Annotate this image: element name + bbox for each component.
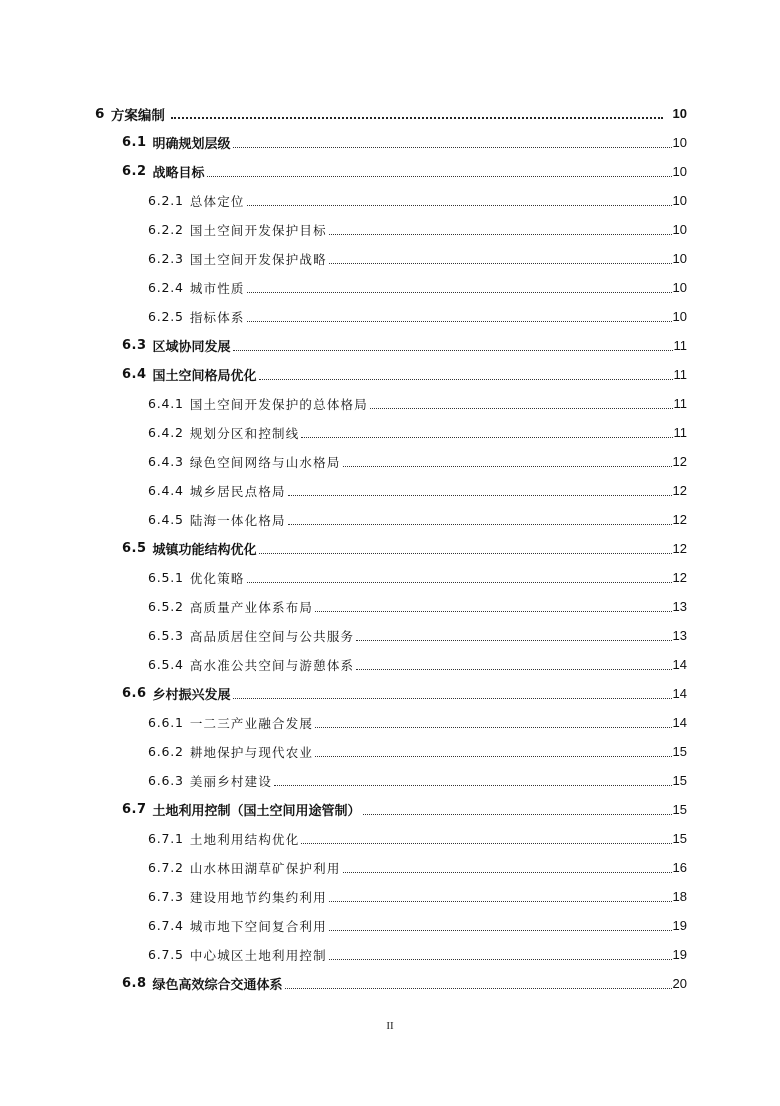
toc-entry-title: 明确规划层级 [152, 137, 231, 152]
dot-leader [233, 697, 672, 699]
toc-entry-title: 国土空间开发保护的总体格局 [189, 396, 368, 412]
toc-entry-6-2-4[interactable] [95, 273, 687, 302]
toc-entry-number: 6.7.2 [148, 860, 184, 875]
toc-entry-number: 6.2 [122, 164, 147, 179]
dot-leader [356, 668, 671, 670]
dot-leader [171, 116, 663, 119]
toc-entry-page: 10 [672, 280, 687, 295]
toc-entry-title: 国土空间开发保护战略 [189, 251, 327, 267]
toc-entry-number: 6.5.4 [148, 657, 184, 672]
toc-entry-6-7[interactable] [95, 795, 687, 824]
toc-entry-6-1[interactable] [95, 128, 687, 157]
toc-entry-page: 13 [672, 599, 687, 614]
toc-entry-page: 14 [672, 657, 687, 672]
toc-entry-number: 6.4.3 [148, 454, 184, 469]
toc-entry-number: 6.3 [122, 338, 147, 353]
toc-entry-6-2-5[interactable] [95, 302, 687, 331]
dot-leader [247, 581, 672, 583]
toc-entry-6-7-1[interactable] [95, 824, 687, 853]
toc-entry-number: 6.2.4 [148, 280, 184, 295]
toc-entry-number: 6 [95, 105, 105, 122]
dot-leader [301, 842, 671, 844]
dot-leader [329, 262, 672, 264]
table-of-contents [95, 99, 687, 998]
toc-entry-page: 12 [672, 512, 687, 527]
toc-entry-page: 10 [672, 309, 687, 324]
toc-entry-number: 6.4.1 [148, 396, 184, 411]
toc-entry-page: 10 [672, 193, 687, 208]
toc-entry-number: 6.5 [122, 541, 147, 556]
toc-entry-page: 12 [672, 541, 687, 556]
toc-entry-6[interactable] [95, 99, 687, 128]
toc-entry-6-4-5[interactable] [95, 505, 687, 534]
toc-entry-page: 11 [673, 338, 687, 353]
toc-entry-title: 方案编制 [110, 107, 165, 124]
toc-entry-number: 6.2.1 [148, 193, 184, 208]
toc-entry-number: 6.6.3 [148, 773, 184, 788]
toc-entry-page: 11 [673, 367, 687, 382]
toc-entry-page: 19 [672, 918, 687, 933]
toc-entry-6-5[interactable] [95, 534, 687, 563]
toc-entry-title: 陆海一体化格局 [189, 512, 286, 528]
toc-entry-6-6-2[interactable] [95, 737, 687, 766]
dot-leader [247, 204, 672, 206]
toc-entry-number: 6.8 [122, 976, 147, 991]
toc-entry-page: 11 [673, 425, 687, 440]
toc-entry-title: 高品质居住空间与公共服务 [189, 628, 355, 644]
toc-entry-title: 指标体系 [189, 309, 245, 325]
toc-entry-page: 15 [672, 802, 687, 817]
toc-entry-title: 土地利用结构优化 [189, 831, 300, 847]
toc-entry-page: 14 [672, 686, 687, 701]
toc-entry-6-2-2[interactable] [95, 215, 687, 244]
dot-leader [329, 929, 672, 931]
toc-entry-6-7-2[interactable] [95, 853, 687, 882]
toc-entry-page: 10 [672, 164, 687, 179]
toc-entry-page: 12 [672, 454, 687, 469]
toc-entry-6-4-4[interactable] [95, 476, 687, 505]
dot-leader [285, 987, 672, 989]
toc-entry-6-2[interactable] [95, 157, 687, 186]
toc-entry-page: 12 [672, 483, 687, 498]
toc-entry-6-6-1[interactable] [95, 708, 687, 737]
dot-leader [329, 958, 672, 960]
toc-entry-page: 13 [672, 628, 687, 643]
dot-leader [259, 552, 672, 554]
toc-entry-6-4-3[interactable] [95, 447, 687, 476]
toc-entry-number: 6.6 [122, 686, 147, 701]
toc-entry-number: 6.2.2 [148, 222, 184, 237]
toc-entry-title: 区域协同发展 [152, 340, 231, 355]
toc-entry-title: 一二三产业融合发展 [189, 715, 314, 731]
toc-entry-6-3[interactable] [95, 331, 687, 360]
dot-leader [343, 871, 672, 873]
toc-entry-number: 6.4.4 [148, 483, 184, 498]
toc-entry-title: 城镇功能结构优化 [152, 543, 257, 558]
toc-entry-title: 国土空间格局优化 [152, 369, 257, 384]
toc-entry-title: 总体定位 [189, 193, 245, 209]
toc-entry-title: 山水林田湖草矿保护利用 [189, 860, 341, 876]
toc-entry-6-4-2[interactable] [95, 418, 687, 447]
toc-entry-6-6-3[interactable] [95, 766, 687, 795]
toc-entry-title: 土地利用控制（国土空间用途管制） [152, 804, 361, 819]
toc-entry-6-2-1[interactable] [95, 186, 687, 215]
dot-leader [315, 726, 671, 728]
toc-entry-number: 6.5.1 [148, 570, 184, 585]
toc-entry-6-2-3[interactable] [95, 244, 687, 273]
toc-entry-title: 高水准公共空间与游憩体系 [189, 657, 355, 673]
toc-entry-number: 6.2.3 [148, 251, 184, 266]
toc-entry-title: 国土空间开发保护目标 [189, 222, 327, 238]
dot-leader [259, 378, 673, 380]
toc-entry-page: 20 [672, 976, 687, 991]
toc-entry-page: 18 [672, 889, 687, 904]
dot-leader [356, 639, 671, 641]
dot-leader [274, 784, 672, 786]
toc-entry-number: 6.2.5 [148, 309, 184, 324]
dot-leader [233, 349, 673, 351]
dot-leader [288, 494, 672, 496]
toc-entry-title: 城市地下空间复合利用 [189, 918, 327, 934]
dot-leader [247, 291, 672, 293]
toc-entry-page: 19 [672, 947, 687, 962]
toc-entry-number: 6.6.2 [148, 744, 184, 759]
toc-entry-title: 绿色高效综合交通体系 [152, 978, 283, 993]
dot-leader [329, 233, 672, 235]
dot-leader [370, 407, 673, 409]
dot-leader [315, 755, 671, 757]
dot-leader [343, 465, 672, 467]
dot-leader [233, 146, 672, 148]
toc-entry-page: 11 [673, 396, 687, 411]
toc-entry-title: 战略目标 [152, 166, 205, 181]
dot-leader [301, 436, 672, 438]
toc-entry-6-4-1[interactable] [95, 389, 687, 418]
toc-entry-number: 6.4 [122, 367, 147, 382]
toc-entry-title: 城市性质 [189, 280, 245, 296]
toc-entry-number: 6.4.2 [148, 425, 184, 440]
toc-entry-number: 6.7.3 [148, 889, 184, 904]
toc-entry-number: 6.6.1 [148, 715, 184, 730]
dot-leader [329, 900, 672, 902]
dot-leader [363, 813, 672, 815]
toc-entry-title: 城乡居民点格局 [189, 483, 286, 499]
toc-entry-6-5-4[interactable] [95, 650, 687, 679]
toc-entry-number: 6.4.5 [148, 512, 184, 527]
toc-entry-number: 6.5.2 [148, 599, 184, 614]
toc-entry-number: 6.7 [122, 802, 147, 817]
toc-entry-6-6[interactable] [95, 679, 687, 708]
toc-entry-title: 建设用地节约集约利用 [189, 889, 327, 905]
toc-entry-page: 10 [672, 135, 687, 150]
toc-entry-title: 优化策略 [189, 570, 245, 586]
toc-entry-6-5-2[interactable] [95, 592, 687, 621]
toc-entry-number: 6.5.3 [148, 628, 184, 643]
page-number-footer: II [386, 1020, 394, 1032]
toc-entry-number: 6.1 [122, 135, 147, 150]
dot-leader [247, 320, 672, 322]
toc-entry-6-7-4[interactable] [95, 911, 687, 940]
toc-entry-6-5-1[interactable] [95, 563, 687, 592]
toc-entry-title: 耕地保护与现代农业 [189, 744, 314, 760]
toc-entry-6-8[interactable] [95, 969, 687, 998]
toc-entry-page: 10 [672, 106, 687, 121]
dot-leader [288, 523, 672, 525]
toc-entry-page: 15 [672, 831, 687, 846]
toc-entry-title: 规划分区和控制线 [189, 425, 300, 441]
toc-entry-title: 高质量产业体系布局 [189, 599, 314, 615]
toc-entry-title: 美丽乡村建设 [189, 773, 273, 789]
toc-entry-page: 14 [672, 715, 687, 730]
toc-entry-page: 15 [672, 773, 687, 788]
toc-entry-number: 6.7.5 [148, 947, 184, 962]
toc-entry-number: 6.7.4 [148, 918, 184, 933]
toc-entry-title: 乡村振兴发展 [152, 688, 231, 703]
toc-entry-page: 10 [672, 251, 687, 266]
toc-entry-6-4[interactable] [95, 360, 687, 389]
toc-entry-page: 10 [672, 222, 687, 237]
toc-entry-title: 绿色空间网络与山水格局 [189, 454, 341, 470]
dot-leader [207, 175, 672, 177]
toc-entry-title: 中心城区土地利用控制 [189, 947, 327, 963]
toc-entry-6-5-3[interactable] [95, 621, 687, 650]
toc-entry-page: 16 [672, 860, 687, 875]
toc-entry-page: 15 [672, 744, 687, 759]
toc-entry-page: 12 [672, 570, 687, 585]
toc-entry-6-7-5[interactable] [95, 940, 687, 969]
toc-entry-number: 6.7.1 [148, 831, 184, 846]
dot-leader [315, 610, 671, 612]
toc-entry-6-7-3[interactable] [95, 882, 687, 911]
